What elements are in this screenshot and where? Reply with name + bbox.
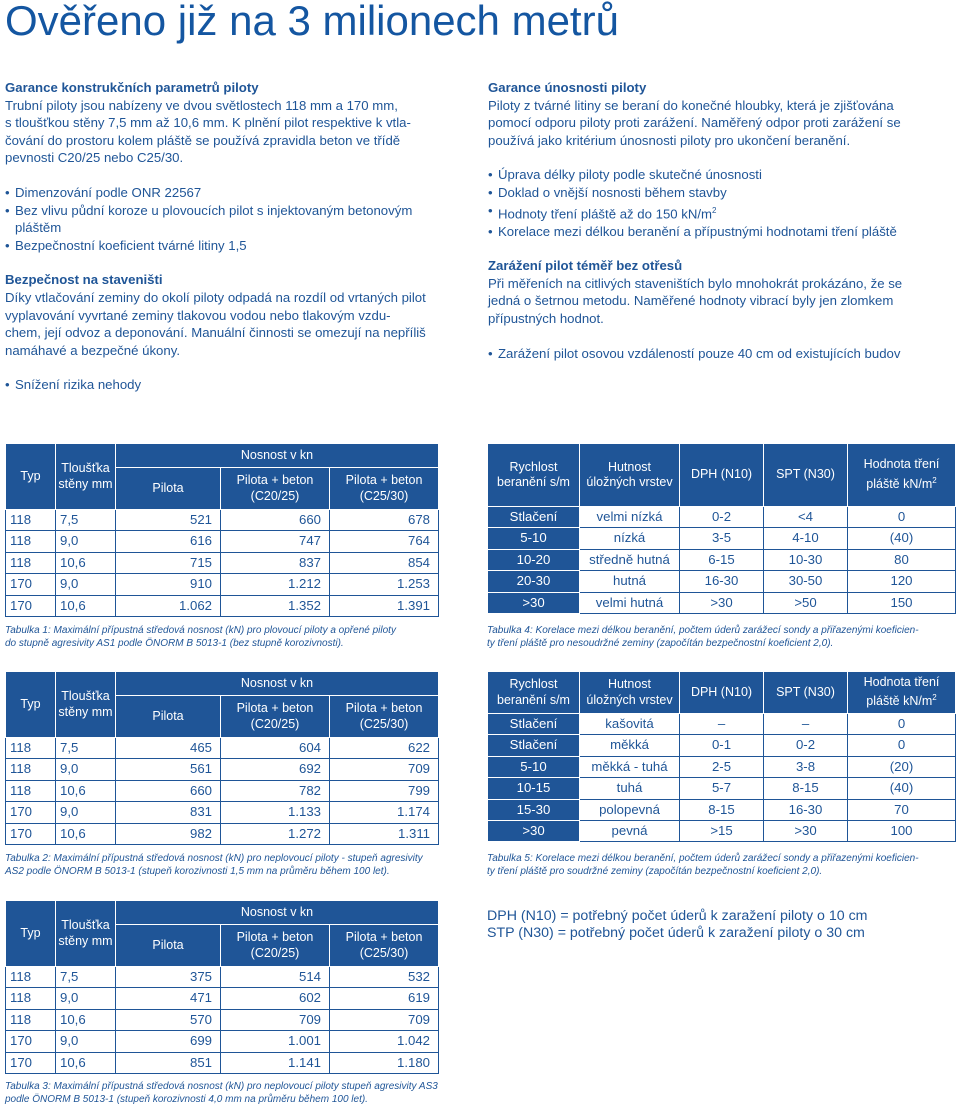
- table-cell: 10,6: [56, 595, 116, 616]
- capacity-table-3: [5, 900, 439, 1074]
- header-dph: DPH (N10): [680, 672, 764, 714]
- bullet-text: Bez vlivu půdní koroze u plovoucích pilot s injektovaným betonovým: [15, 202, 413, 218]
- header-pile-concrete-c25: Pilota + beton (C25/30): [330, 925, 439, 967]
- table-cell: 5-10: [488, 756, 580, 777]
- table-1-caption: [5, 624, 475, 650]
- header-density: Hutnost úložných vrstev: [580, 672, 680, 714]
- table-cell: 622: [330, 738, 439, 759]
- table-row: [6, 823, 439, 844]
- header-spt: SPT (N30): [764, 444, 848, 507]
- table-cell: 1.001: [221, 1031, 330, 1052]
- table-row: [6, 510, 439, 531]
- table-cell: 1.062: [116, 595, 221, 616]
- bullet-item: [488, 202, 956, 223]
- table-cell: (20): [848, 756, 956, 777]
- table-cell: 3-5: [680, 528, 764, 549]
- table-row: [488, 549, 956, 570]
- table-row: [488, 778, 956, 799]
- table-cell: 170: [6, 802, 56, 823]
- table-cell: 1.042: [330, 1031, 439, 1052]
- header-friction-text: Hodnota tření pláště kN/m: [863, 674, 940, 709]
- table-row: [6, 738, 439, 759]
- table-cell: >30: [680, 592, 764, 613]
- table-cell: <4: [764, 507, 848, 528]
- header-driving-speed: Rychlost beranění s/m: [488, 672, 580, 714]
- table-cell: 10,6: [56, 780, 116, 801]
- table-cell: 7,5: [56, 967, 116, 988]
- table-cell: 10,6: [56, 1009, 116, 1030]
- header-friction: [848, 672, 956, 714]
- table-cell: 30-50: [764, 571, 848, 592]
- table-cell: 660: [116, 780, 221, 801]
- table-cell: 782: [221, 780, 330, 801]
- table-cell: 678: [330, 510, 439, 531]
- table-cell: >30: [764, 821, 848, 842]
- header-capacity: Nosnost v kn: [116, 444, 439, 468]
- table-cell: 837: [221, 552, 330, 573]
- table-cell: 1.133: [221, 802, 330, 823]
- table-cell: 118: [6, 510, 56, 531]
- table-cell: 692: [221, 759, 330, 780]
- table-cell: 1.253: [330, 574, 439, 595]
- table-cell: 9,0: [56, 759, 116, 780]
- correlation-table-5: [487, 671, 956, 842]
- table-cell: měkká - tuhá: [580, 756, 680, 777]
- caption-line: podle ÖNORM B 5013-1 (stupeň korozivnosti 4,0 mm na průměru během 100 let).: [5, 1094, 368, 1105]
- table-2-caption: [5, 852, 475, 878]
- table-cell: 0: [848, 735, 956, 756]
- bullet-list: [488, 345, 956, 363]
- table-cell: kašovitá: [580, 714, 680, 735]
- table-cell: 1.311: [330, 823, 439, 844]
- header-friction: [848, 444, 956, 507]
- table-cell: 8-15: [764, 778, 848, 799]
- header-friction-text: Hodnota tření pláště kN/m: [863, 457, 940, 492]
- table-body: [488, 507, 956, 614]
- table-body: [6, 738, 439, 845]
- table-row: [6, 574, 439, 595]
- header-pile: Pilota: [116, 925, 221, 967]
- table-cell: hutná: [580, 571, 680, 592]
- table-cell: 1.352: [221, 595, 330, 616]
- bullet-item: • Dimenzování podle ONR 22567: [5, 184, 473, 202]
- table-cell: 170: [6, 1031, 56, 1052]
- table-cell: >15: [680, 821, 764, 842]
- table-cell: 0: [848, 507, 956, 528]
- table-row: [6, 1031, 439, 1052]
- table-cell: 10,6: [56, 552, 116, 573]
- header-pile-concrete-c20: Pilota + beton (C20/25): [221, 468, 330, 510]
- table-cell: 0-2: [764, 735, 848, 756]
- table-cell: 9,0: [56, 802, 116, 823]
- table-cell: 1.141: [221, 1052, 330, 1073]
- table-cell: měkká: [580, 735, 680, 756]
- table-row: [6, 1052, 439, 1073]
- table-body: [488, 714, 956, 842]
- correlation-table-4: [487, 443, 956, 614]
- bullet-text-continued: pláštěm: [15, 220, 62, 236]
- table-cell: 120: [848, 571, 956, 592]
- table-cell: –: [680, 714, 764, 735]
- header-wall-thickness: Tloušťka stěny mm: [56, 672, 116, 738]
- bullet-list: [5, 376, 473, 394]
- table-cell: středně hutná: [580, 549, 680, 570]
- table-cell: pevná: [580, 821, 680, 842]
- table-cell: 150: [848, 592, 956, 613]
- caption-line: Tabulka 3: Maximální přípustná středová nosnost (kN) pro neplovoucí piloty stupeň agresivity AS3: [5, 1081, 438, 1092]
- bullet-list: [5, 184, 473, 254]
- table-cell: 747: [221, 531, 330, 552]
- table-row: [488, 507, 956, 528]
- table-cell: (40): [848, 528, 956, 549]
- caption-line: Tabulka 2: Maximální přípustná středová nosnost (kN) pro neplovoucí piloty - stupeň agresivity: [5, 853, 423, 864]
- table-cell: 20-30: [488, 571, 580, 592]
- table-cell: 16-30: [680, 571, 764, 592]
- legend-line-stp: STP (N30) = potřebný počet úderů k zaražení piloty o 30 cm: [487, 925, 865, 941]
- table-cell: 118: [6, 552, 56, 573]
- table-cell: 982: [116, 823, 221, 844]
- table-cell: 9,0: [56, 574, 116, 595]
- header-type: Typ: [6, 444, 56, 510]
- header-driving-speed: Rychlost beranění s/m: [488, 444, 580, 507]
- legend-line-dph: DPH (N10) = potřebný počet úderů k zaražení piloty o 10 cm: [487, 908, 868, 924]
- table-cell: 1.180: [330, 1052, 439, 1073]
- table-cell: 118: [6, 759, 56, 780]
- section-heading-bearing: Garance únosnosti piloty: [488, 80, 647, 95]
- table-cell: (40): [848, 778, 956, 799]
- table-cell: >50: [764, 592, 848, 613]
- table-cell: 709: [330, 759, 439, 780]
- table-row: [488, 799, 956, 820]
- table-cell: 709: [330, 1009, 439, 1030]
- table-cell: 699: [116, 1031, 221, 1052]
- table-row: [6, 595, 439, 616]
- bullet-list: [488, 166, 956, 240]
- table-cell: 570: [116, 1009, 221, 1030]
- header-type: Typ: [6, 901, 56, 967]
- table-row: [488, 571, 956, 592]
- bullet-item: • Snížení rizika nehody: [5, 376, 473, 394]
- table-5-caption: [487, 852, 957, 878]
- paragraph-line: jedná o šetrnou metodu. Naměřené hodnoty vibrací byly jen zlomkem: [488, 293, 894, 309]
- table-cell: 910: [116, 574, 221, 595]
- table-row: [6, 780, 439, 801]
- caption-line: ty tření pláště pro nesoudržné zeminy (započítán bezpečnostní koeficient 2,0).: [487, 638, 834, 649]
- table-row: [488, 714, 956, 735]
- table-cell: 118: [6, 967, 56, 988]
- header-pile-concrete-c20: Pilota + beton (C20/25): [221, 696, 330, 738]
- table-cell: 532: [330, 967, 439, 988]
- table-cell: 10-15: [488, 778, 580, 799]
- paragraph-line: pomocí odporu piloty proti zarážení. Naměřený odpor proti zarážení se: [488, 115, 901, 131]
- header-density: Hutnost úložných vrstev: [580, 444, 680, 507]
- table-cell: 9,0: [56, 988, 116, 1009]
- table-row: [6, 802, 439, 823]
- paragraph-line: vyplavování vyvrtané zeminy tlakovou vodou nebo tlakovým vzdu-: [5, 307, 391, 323]
- table-cell: >30: [488, 592, 580, 613]
- paragraph-line: používá jako kritérium únosnosti piloty pro ukončení beranění.: [488, 132, 851, 148]
- table-cell: 118: [6, 1009, 56, 1030]
- table-cell: 10-20: [488, 549, 580, 570]
- table-cell: 10,6: [56, 1052, 116, 1073]
- table-row: [488, 592, 956, 613]
- table-cell: 1.272: [221, 823, 330, 844]
- caption-line: Tabulka 5: Korelace mezi délkou beranění, počtem úderů zarážecí sondy a přiřazenými koeficien-: [487, 853, 919, 864]
- table-cell: 514: [221, 967, 330, 988]
- table-row: [6, 552, 439, 573]
- table-cell: 118: [6, 531, 56, 552]
- table-cell: 170: [6, 1052, 56, 1073]
- table-cell: 118: [6, 780, 56, 801]
- table-cell: 10,6: [56, 823, 116, 844]
- left-column-text: [5, 79, 473, 394]
- paragraph-line: namáhavé a bezpečné úkony.: [5, 342, 180, 358]
- table-cell: 799: [330, 780, 439, 801]
- paragraph-line: čování do prostoru kolem pláště se používá zpravidla beton ve třídě: [5, 132, 401, 148]
- table-row: [6, 1009, 439, 1030]
- paragraph-line: Piloty z tvárné litiny se beraní do konečné hloubky, která je zjišťována: [488, 97, 894, 113]
- table-cell: 831: [116, 802, 221, 823]
- table-cell: 170: [6, 595, 56, 616]
- table-cell: 0-2: [680, 507, 764, 528]
- table-cell: 2-5: [680, 756, 764, 777]
- caption-line: AS2 podle ÖNORM B 5013-1 (stupeň korozivnosti 1,5 mm na průměru během 100 let).: [5, 866, 390, 877]
- table-cell: tuhá: [580, 778, 680, 799]
- superscript: 2: [712, 205, 717, 215]
- abbreviation-legend: [487, 908, 868, 942]
- table-cell: 7,5: [56, 738, 116, 759]
- caption-line: do stupně agresivity AS1 podle ÖNORM B 5013-1 (bez stupně korozivnosti).: [5, 638, 344, 649]
- table-cell: 602: [221, 988, 330, 1009]
- table-row: [6, 531, 439, 552]
- table-cell: 6-15: [680, 549, 764, 570]
- table-cell: 5-7: [680, 778, 764, 799]
- header-pile: Pilota: [116, 468, 221, 510]
- header-spt: SPT (N30): [764, 672, 848, 714]
- superscript: 2: [932, 475, 937, 485]
- table-cell: 1.391: [330, 595, 439, 616]
- table-cell: Stlačení: [488, 735, 580, 756]
- table-cell: 0: [848, 714, 956, 735]
- header-capacity: Nosnost v kn: [116, 901, 439, 925]
- table-cell: nízká: [580, 528, 680, 549]
- table-cell: 1.174: [330, 802, 439, 823]
- table-body: [6, 510, 439, 617]
- bullet-text: Hodnoty tření pláště až do 150 kN/m: [498, 205, 713, 221]
- table-cell: 471: [116, 988, 221, 1009]
- table-cell: 715: [116, 552, 221, 573]
- table-cell: 465: [116, 738, 221, 759]
- table-row: [488, 756, 956, 777]
- caption-line: ty tření pláště pro soudržné zeminy (započítán bezpečnostní koeficient 2,0).: [487, 866, 823, 877]
- table-cell: 5-10: [488, 528, 580, 549]
- paragraph-line: pevnosti C20/25 nebo C25/30.: [5, 150, 184, 166]
- table-row: [488, 735, 956, 756]
- table-cell: 10-30: [764, 549, 848, 570]
- header-wall-thickness: Tloušťka stěny mm: [56, 444, 116, 510]
- table-cell: 80: [848, 549, 956, 570]
- table-cell: 9,0: [56, 531, 116, 552]
- header-capacity: Nosnost v kn: [116, 672, 439, 696]
- table-cell: >30: [488, 821, 580, 842]
- paragraph-line: s tloušťkou stěny 7,5 mm až 10,6 mm. K plnění pilot respektive k vtla-: [5, 115, 411, 131]
- bullet-item: • Doklad o vnější nosnosti během stavby: [488, 184, 956, 202]
- paragraph-line: chem, její odvoz a deponování. Manuální činnosti se omezují na nepříliš: [5, 325, 426, 341]
- header-pile-concrete-c25: Pilota + beton (C25/30): [330, 468, 439, 510]
- table-cell: 604: [221, 738, 330, 759]
- table-cell: polopevná: [580, 799, 680, 820]
- caption-line: Tabulka 1: Maximální přípustná středová nosnost (kN) pro plovoucí piloty a opřené piloty: [5, 625, 396, 636]
- table-cell: 8-15: [680, 799, 764, 820]
- table-cell: 15-30: [488, 799, 580, 820]
- table-cell: Stlačení: [488, 714, 580, 735]
- table-cell: 170: [6, 823, 56, 844]
- page-title: Ověřeno již na 3 milionech metrů: [5, 0, 619, 44]
- header-dph: DPH (N10): [680, 444, 764, 507]
- table-cell: velmi hutná: [580, 592, 680, 613]
- table-cell: 854: [330, 552, 439, 573]
- table-3-caption: [5, 1080, 475, 1106]
- table-4-caption: [487, 624, 957, 650]
- table-cell: 16-30: [764, 799, 848, 820]
- table-cell: 764: [330, 531, 439, 552]
- capacity-table-1: [5, 443, 439, 617]
- table-cell: velmi nízká: [580, 507, 680, 528]
- table-cell: 100: [848, 821, 956, 842]
- bullet-item: • Úprava délky piloty podle skutečné únosnosti: [488, 166, 956, 184]
- table-cell: 9,0: [56, 1031, 116, 1052]
- table-cell: 118: [6, 738, 56, 759]
- table-cell: 0-1: [680, 735, 764, 756]
- paragraph-line: Trubní piloty jsou nabízeny ve dvou světlostech 118 mm a 170 mm,: [5, 97, 398, 113]
- paragraph-line: Díky vtlačování zeminy do okolí piloty odpadá na rozdíl od vrtaných pilot: [5, 289, 426, 305]
- capacity-table-2: [5, 671, 439, 845]
- table-row: [6, 759, 439, 780]
- header-pile-concrete-c20: Pilota + beton (C20/25): [221, 925, 330, 967]
- table-cell: 561: [116, 759, 221, 780]
- bullet-item: • Korelace mezi délkou beranění a přípustnými hodnotami tření pláště: [488, 223, 956, 241]
- table-row: [488, 528, 956, 549]
- header-pile: Pilota: [116, 696, 221, 738]
- table-cell: 660: [221, 510, 330, 531]
- table-cell: 1.212: [221, 574, 330, 595]
- table-cell: 3-8: [764, 756, 848, 777]
- section-heading-safety: Bezpečnost na staveništi: [5, 272, 163, 288]
- table-cell: 521: [116, 510, 221, 531]
- bullet-item: [5, 202, 473, 237]
- table-cell: 616: [116, 531, 221, 552]
- caption-line: Tabulka 4: Korelace mezi délkou beranění, počtem úderů zarážecí sondy a přiřazenými koeficien-: [487, 625, 919, 636]
- paragraph-line: přípustných hodnot.: [488, 310, 604, 326]
- header-type: Typ: [6, 672, 56, 738]
- header-pile-concrete-c25: Pilota + beton (C25/30): [330, 696, 439, 738]
- table-cell: 118: [6, 988, 56, 1009]
- table-row: [6, 967, 439, 988]
- bullet-item: • Zarážení pilot osovou vzdáleností pouze 40 cm od existujících budov: [488, 345, 956, 363]
- table-row: [6, 988, 439, 1009]
- table-cell: Stlačení: [488, 507, 580, 528]
- paragraph-line: Při měřeních na citlivých staveništích bylo mnohokrát prokázáno, že se: [488, 275, 903, 291]
- table-cell: 7,5: [56, 510, 116, 531]
- bullet-item: • Bezpečnostní koeficient tvárné litiny 1,5: [5, 237, 473, 255]
- table-cell: 70: [848, 799, 956, 820]
- table-cell: 375: [116, 967, 221, 988]
- table-cell: 170: [6, 574, 56, 595]
- section-heading-design: Garance konstrukčních parametrů piloty: [5, 80, 259, 95]
- table-row: [488, 821, 956, 842]
- superscript: 2: [932, 693, 937, 703]
- table-body: [6, 967, 439, 1074]
- table-cell: 851: [116, 1052, 221, 1073]
- table-cell: 619: [330, 988, 439, 1009]
- section-heading-vibration: Zarážení pilot téměř bez otřesů: [488, 258, 683, 274]
- table-cell: 709: [221, 1009, 330, 1030]
- table-cell: –: [764, 714, 848, 735]
- header-wall-thickness: Tloušťka stěny mm: [56, 901, 116, 967]
- right-column-text: [488, 79, 956, 362]
- table-cell: 4-10: [764, 528, 848, 549]
